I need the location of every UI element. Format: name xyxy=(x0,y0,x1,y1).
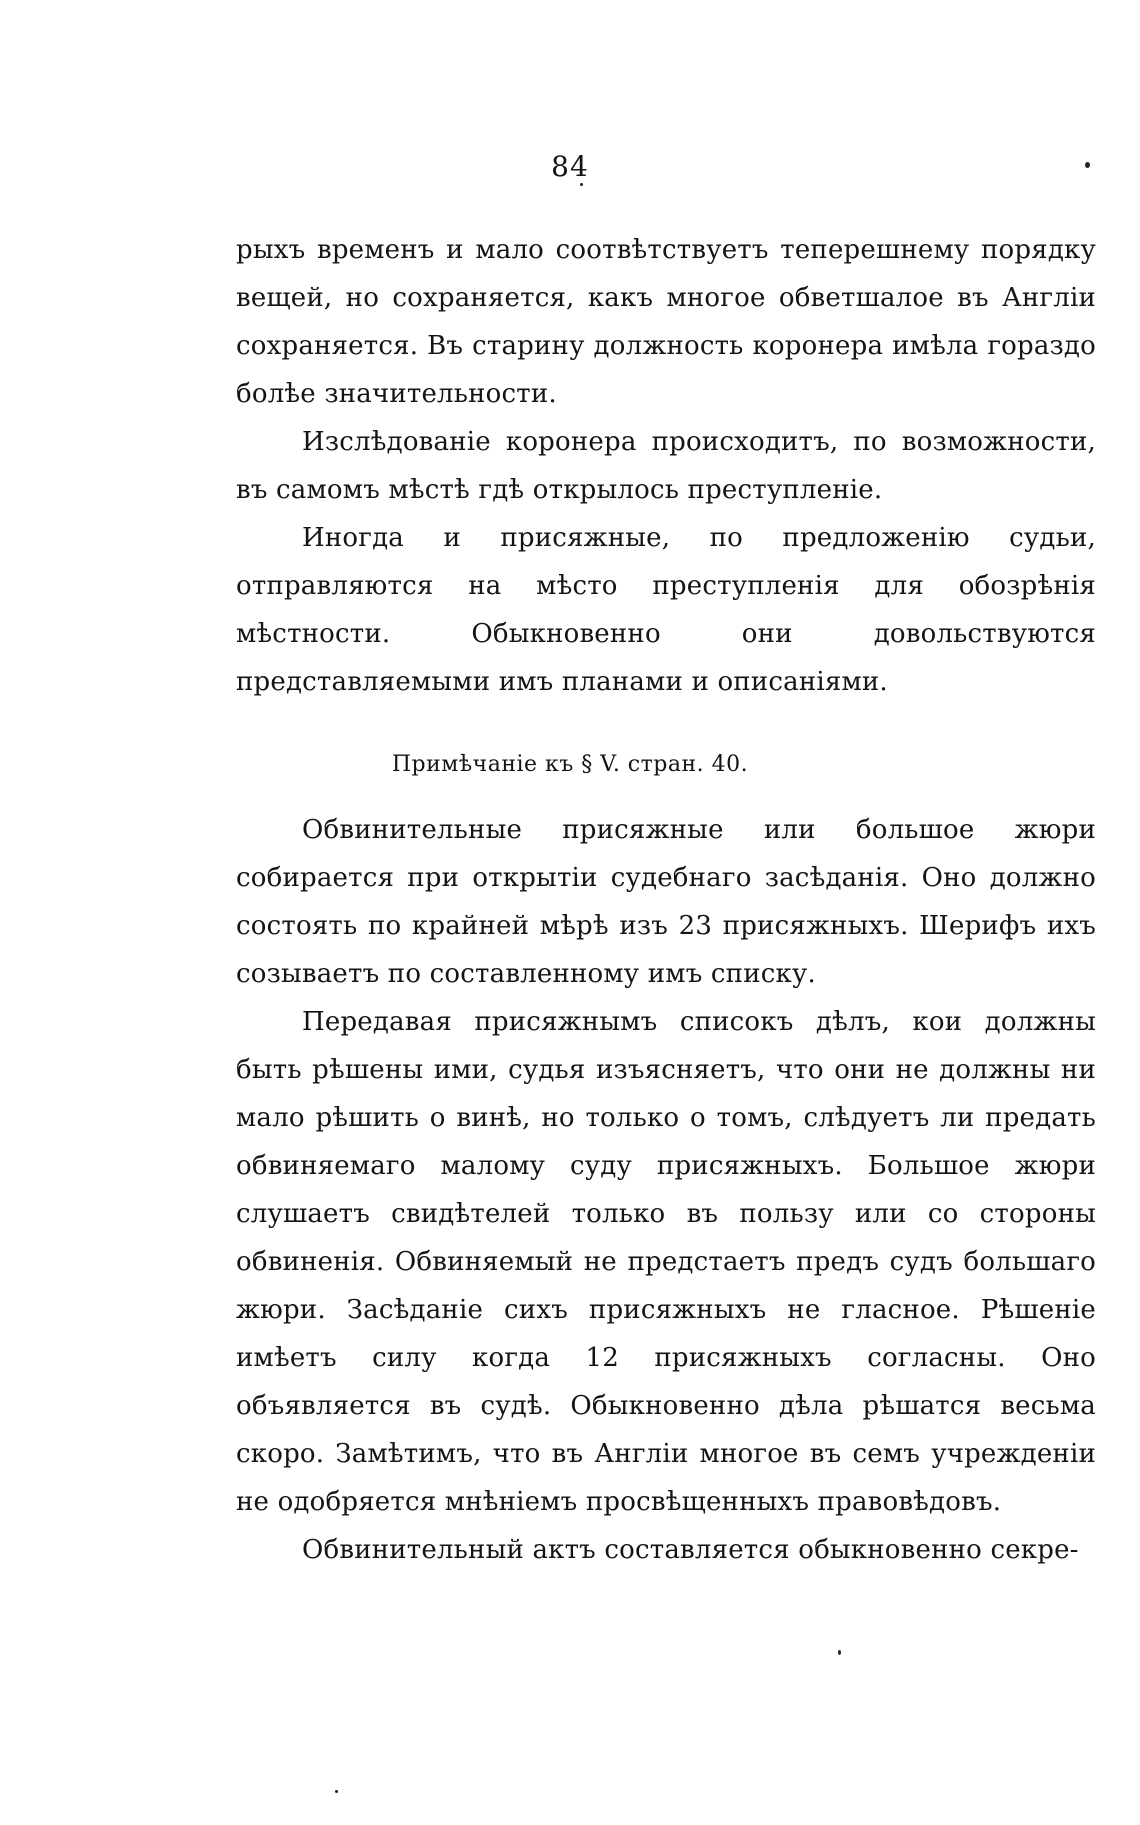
scan-speck xyxy=(838,1650,841,1655)
paragraph-case-list: Передавая присяжнымъ списокъ дѣлъ, кои должны быть рѣшены ими, судья изъясняетъ, что они не должны ни мало рѣшить о винѣ, но только о томъ, слѣдуетъ ли предать обвиняемаго малому суду присяжныхъ. Большое жюри слушаетъ свидѣтелей только въ пользу или со стороны обвиненія. Обвиняемый не предстаетъ предъ судъ большаго жюри. Засѣданіе сихъ присяжныхъ не гласное. Рѣшеніе имѣетъ силу когда 12 присяжныхъ согласны. Оно объявляется въ судѣ. Обыкновенно дѣла рѣшатся весьма скоро. Замѣтимъ, что въ Англіи многое въ семъ учрежденіи не одобряется мнѣніемъ просвѣщенныхъ правовѣдовъ. xyxy=(236,1007,1096,1517)
paragraph-continued: рыхъ временъ и мало соотвѣтствуетъ теперешнему порядку вещей, но сохраняется, какъ многое обветшалое въ Англіи сохраняется. Въ старину должность коронера имѣла гораздо болѣе значительности. xyxy=(236,235,1096,409)
note-heading: Примѣчаніе къ § V. стран. 40. xyxy=(391,752,749,777)
paragraph-indictment: Обвинительный актъ составляется обыкновенно секре- xyxy=(302,1535,1079,1565)
main-text-bottom xyxy=(236,806,1096,1574)
scan-speck xyxy=(335,1790,338,1793)
paragraph-jury-visit: Иногда и присяжные, по предложенію судьи, отправляются на мѣсто преступленія для обозрѣнія мѣстности. Обыкновенно они довольствуются представляемыми имъ планами и описаніями. xyxy=(236,523,1096,697)
paragraph-grand-jury: Обвинительные присяжные или большое жюри собирается при открытіи судебнаго засѣданія. Оно должно состоять по крайней мѣрѣ изъ 23 присяжныхъ. Шерифъ ихъ созываетъ по составленному имъ списку. xyxy=(236,815,1096,989)
scan-speck xyxy=(580,183,583,186)
scan-speck xyxy=(1085,162,1090,168)
paragraph-coroner-investigation: Изслѣдованіе коронера происходитъ, по возможности, въ самомъ мѣстѣ гдѣ открылось преступленіе. xyxy=(236,427,1096,505)
page-number: 84 xyxy=(551,150,589,183)
main-text-top xyxy=(236,226,1096,706)
